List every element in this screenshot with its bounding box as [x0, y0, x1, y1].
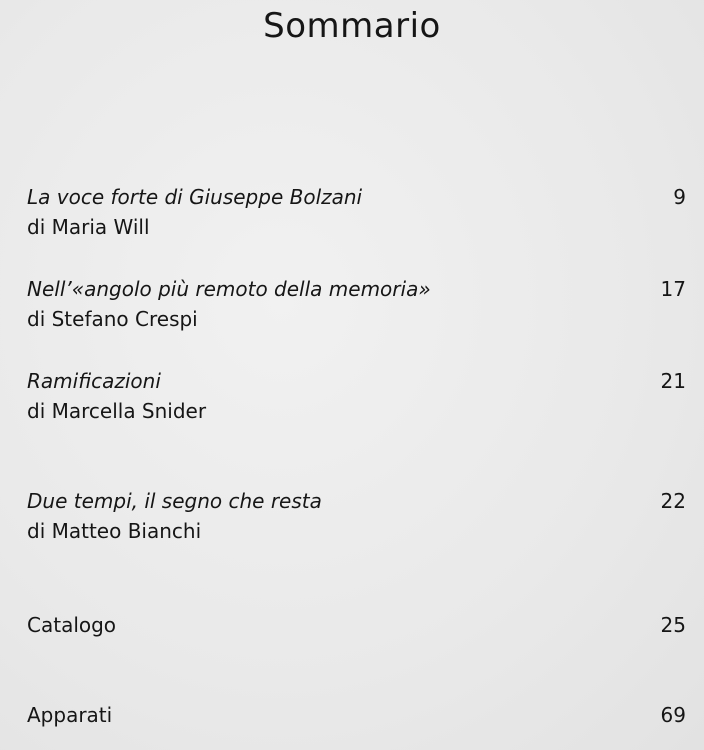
toc-entry-title: Ramificazioni: [27, 369, 161, 393]
toc-entry: [27, 274, 691, 334]
toc-entry: [27, 700, 691, 730]
toc-entry-author: di Matteo Bianchi: [27, 519, 202, 543]
toc-entry-author: di Maria Will: [27, 215, 150, 239]
toc-entry-author: di Stefano Crespi: [27, 307, 198, 331]
toc-entry-title: Apparati: [27, 703, 113, 727]
toc-entry-page: 21: [660, 369, 686, 393]
toc-entry-heading: [27, 700, 691, 730]
toc-entry-page: 17: [660, 277, 686, 301]
toc-entry: [27, 610, 691, 640]
toc-entry-heading: [27, 274, 691, 304]
toc-entry-page: 9: [673, 185, 686, 209]
toc-entry-page: 25: [660, 613, 686, 637]
toc-entry-page: 69: [660, 703, 686, 727]
toc-entry-title: Catalogo: [27, 613, 117, 637]
toc-entry-title: Nell’«angolo più remoto della memoria»: [27, 277, 431, 301]
toc-entry: [27, 486, 691, 546]
toc-entry: [27, 182, 691, 242]
toc-entry: [27, 366, 691, 426]
toc-entry-title: Due tempi, il segno che resta: [27, 489, 322, 513]
toc-entry-author: di Marcella Snider: [27, 399, 207, 423]
toc-entry-title: La voce forte di Giuseppe Bolzani: [27, 185, 363, 209]
toc-entry-heading: [27, 610, 691, 640]
toc-entry-heading: [27, 182, 691, 212]
toc-entry-heading: [27, 486, 691, 516]
page-title: Sommario: [263, 6, 441, 46]
toc-entry-heading: [27, 366, 691, 396]
toc-entry-page: 22: [660, 489, 686, 513]
